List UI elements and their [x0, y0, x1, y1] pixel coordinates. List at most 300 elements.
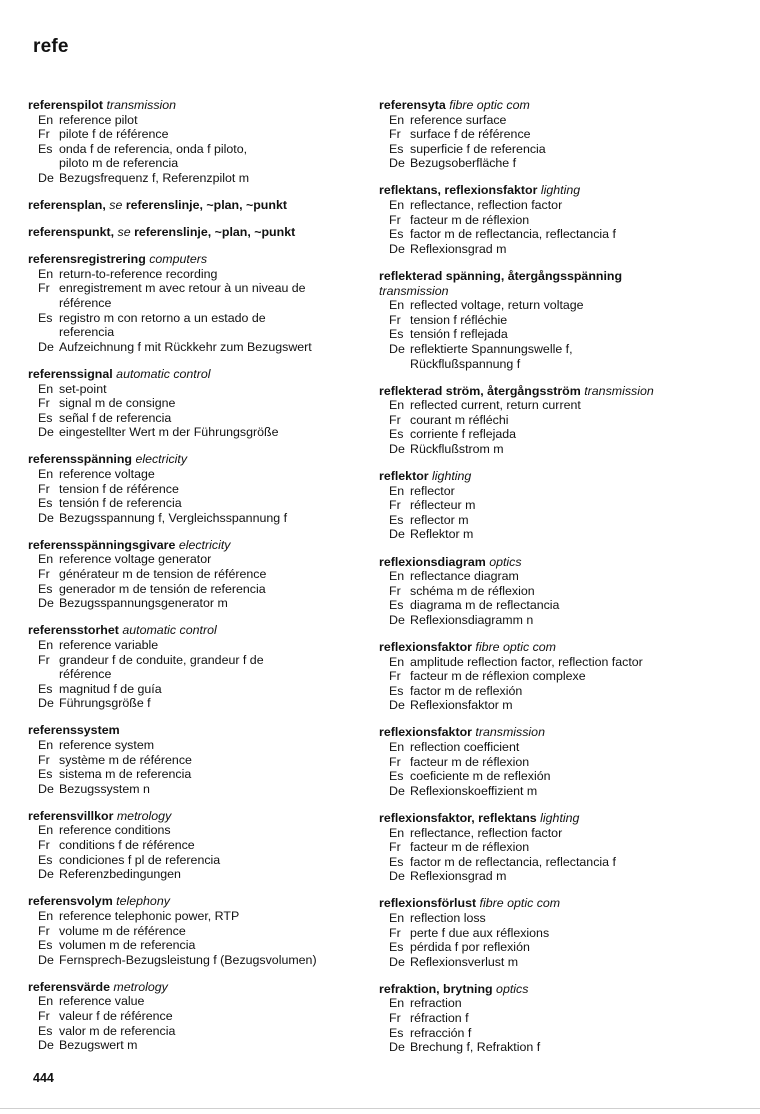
translation-text: reference conditions — [59, 823, 171, 838]
language-code: Es — [389, 427, 404, 442]
language-code: En — [389, 569, 405, 584]
translation-text: refraction — [410, 996, 462, 1011]
translation-text: Bezugsspannung f, Vergleichsspannung f — [59, 510, 288, 525]
subject-field: transmission — [106, 98, 177, 112]
dictionary-entry — [28, 809, 368, 882]
translation-line — [28, 296, 368, 311]
language-code: Fr — [389, 840, 401, 855]
translation-text: corriente f reflejada — [410, 427, 517, 442]
language-code: De — [38, 510, 54, 525]
dictionary-entry — [28, 894, 368, 967]
translation-text: reflectance, reflection factor — [410, 825, 563, 840]
language-code: En — [38, 637, 54, 652]
translation-line — [379, 213, 729, 228]
dictionary-entry — [28, 252, 368, 354]
translation-line — [28, 953, 368, 968]
language-code: En — [38, 737, 54, 752]
language-code — [38, 296, 59, 311]
translation-text: Bezugsfrequenz f, Referenzpilot m — [59, 170, 250, 185]
language-code: Es — [389, 141, 404, 156]
language-code: Es — [38, 767, 53, 782]
translation-line — [28, 753, 368, 768]
translation-line — [28, 994, 368, 1009]
translation-line — [379, 1011, 729, 1026]
language-code: De — [389, 869, 405, 884]
language-code: De — [389, 527, 405, 542]
entry-headword-line — [28, 894, 368, 909]
translation-line — [28, 482, 368, 497]
subject-field: fibre optic com — [479, 896, 561, 911]
translation-line — [28, 171, 368, 186]
language-code: Es — [389, 854, 404, 869]
translation-line — [379, 1040, 729, 1055]
translation-text: generador m de tensión de referencia — [59, 581, 266, 596]
translation-text: eingestellter Wert m der Führungsgröße — [59, 425, 279, 440]
headword: reflektor — [379, 469, 429, 484]
language-code: En — [38, 552, 54, 567]
translation-line — [28, 267, 368, 282]
language-code: Es — [389, 598, 404, 613]
translation-text: valeur f de référence — [59, 1008, 173, 1023]
language-code: Es — [389, 227, 404, 242]
language-code: Fr — [38, 567, 50, 582]
dictionary-entry — [379, 896, 729, 969]
entry-headword-line — [379, 725, 729, 740]
translation-line — [379, 926, 729, 941]
entry-headword-line — [379, 811, 729, 826]
language-code: De — [38, 596, 54, 611]
dictionary-entry — [28, 452, 368, 525]
translation-line — [28, 596, 368, 611]
language-code: De — [389, 698, 405, 713]
translation-text: pérdida f por reflexión — [410, 940, 530, 955]
language-code: Fr — [38, 396, 50, 411]
see-reference: se — [109, 198, 123, 213]
entry-headword-line — [379, 555, 729, 570]
translation-line — [379, 869, 729, 884]
translation-text: reference voltage generator — [59, 552, 212, 567]
headword: referensplan, — [28, 198, 106, 213]
translation-text: Brechung f, Refraktion f — [410, 1040, 541, 1055]
translation-line — [379, 498, 729, 513]
headword: refraktion, brytning — [379, 981, 493, 996]
language-code: Fr — [389, 127, 401, 142]
translation-text: return-to-reference recording — [59, 266, 218, 281]
language-code: Fr — [38, 281, 50, 296]
translation-line — [28, 1038, 368, 1053]
dictionary-entry — [28, 198, 368, 213]
translation-text: reflectance diagram — [410, 569, 519, 584]
translation-text: registro m con retorno a un estado de — [59, 310, 266, 325]
translation-text: Bezugssystem n — [59, 781, 150, 796]
language-code: En — [389, 112, 405, 127]
translation-text: signal m de consigne — [59, 396, 176, 411]
headword: reflexionsförlust — [379, 896, 477, 911]
translation-text: Aufzeichnung f mit Rückkehr zum Bezugswert — [59, 339, 312, 354]
language-code: En — [389, 825, 405, 840]
language-code: En — [38, 112, 54, 127]
translation-text: reference pilot — [59, 112, 138, 127]
translation-text: sistema m de referencia — [59, 767, 192, 782]
translation-text: tensión f de referencia — [59, 496, 182, 511]
translation-line — [379, 769, 729, 784]
language-code: Fr — [38, 652, 50, 667]
translation-line — [28, 311, 368, 326]
translation-text: coeficiente m de reflexión — [410, 769, 551, 784]
language-code: De — [38, 425, 54, 440]
language-code: En — [38, 266, 54, 281]
translation-text: reference voltage — [59, 466, 155, 481]
language-code: De — [389, 1040, 405, 1055]
language-code: Fr — [38, 127, 50, 142]
subject-field: automatic control — [122, 623, 217, 638]
translation-line — [28, 1009, 368, 1024]
translation-text: set-point — [59, 381, 107, 396]
language-code — [38, 325, 59, 340]
translation-text: volume m de référence — [59, 923, 186, 938]
language-code: De — [389, 341, 405, 356]
entry-headword-line — [379, 469, 729, 484]
headword: reflexionsfaktor, reflektans — [379, 810, 537, 825]
translation-text: tension f réfléchie — [410, 312, 508, 327]
translation-text: référence — [59, 296, 112, 311]
language-code: De — [389, 156, 405, 171]
headword: referensyta — [379, 98, 446, 112]
translation-line — [28, 467, 368, 482]
translation-line — [28, 867, 368, 882]
language-code: Es — [38, 681, 53, 696]
translation-line — [28, 340, 368, 355]
language-code: Fr — [389, 412, 401, 427]
translation-text: Bezugsspannungsgenerator m — [59, 596, 228, 611]
language-code: En — [389, 740, 405, 755]
dictionary-entry — [28, 980, 368, 1053]
translation-line — [28, 823, 368, 838]
entry-headword-line — [379, 896, 729, 911]
subject-field: metrology — [113, 979, 168, 994]
translation-line — [379, 755, 729, 770]
translation-text: amplitude reflection factor, reflection factor — [410, 654, 643, 669]
translation-line — [379, 826, 729, 841]
entry-headword-line — [28, 623, 368, 638]
translation-text: volumen m de referencia — [59, 938, 196, 953]
language-code: Es — [38, 310, 53, 325]
language-code: Es — [389, 940, 404, 955]
dictionary-entry — [379, 811, 729, 884]
headword: referensstorhet — [28, 623, 119, 638]
translation-line — [379, 227, 729, 242]
subject-field: transmission — [475, 725, 545, 740]
translation-text: Führungsgröße f — [59, 696, 151, 711]
translation-line — [379, 784, 729, 799]
translation-text: système m de référence — [59, 752, 192, 767]
translation-line — [379, 996, 729, 1011]
translation-text: referencia — [59, 325, 115, 340]
translation-text: schéma m de réflexion — [410, 583, 535, 598]
translation-text: reflected voltage, return voltage — [410, 298, 584, 313]
translation-text: réfraction f — [410, 1011, 469, 1026]
translation-line — [379, 357, 729, 372]
subject-field: computers — [149, 252, 208, 267]
translation-line — [28, 782, 368, 797]
translation-line — [28, 127, 368, 142]
translation-text: Rückflußstrom m — [410, 441, 504, 456]
language-code: En — [38, 994, 54, 1009]
subject-field: transmission — [584, 383, 654, 398]
language-code: En — [389, 996, 405, 1011]
entry-headword-line — [379, 640, 729, 655]
language-code: Es — [38, 496, 53, 511]
language-code: De — [389, 954, 405, 969]
language-code — [389, 357, 410, 372]
language-code: De — [38, 867, 54, 882]
language-code: Fr — [389, 1011, 401, 1026]
language-code: De — [38, 339, 54, 354]
headword: reflektans, reflexionsfaktor — [379, 183, 538, 198]
language-code: En — [389, 198, 405, 213]
translation-line — [379, 156, 729, 171]
language-code: Es — [38, 581, 53, 596]
entry-headword-line — [379, 183, 729, 198]
language-code: De — [38, 696, 54, 711]
headword: reflexionsfaktor — [379, 640, 472, 654]
translation-text: reflected current, return current — [410, 398, 581, 413]
translation-line — [379, 242, 729, 257]
translation-line — [28, 838, 368, 853]
translation-line — [379, 527, 729, 542]
translation-text: reflectance, reflection factor — [410, 198, 563, 213]
language-code: En — [38, 908, 54, 923]
language-code: De — [38, 781, 54, 796]
translation-line — [28, 682, 368, 697]
language-code: Es — [38, 1023, 53, 1038]
translation-line — [28, 767, 368, 782]
dictionary-entry — [28, 367, 368, 440]
translation-line — [28, 281, 368, 296]
entry-headword-line — [379, 98, 729, 113]
translation-text: reflection loss — [410, 911, 486, 925]
entry-headword-line — [28, 809, 368, 824]
dictionary-entry — [28, 538, 368, 611]
translation-line — [379, 584, 729, 599]
language-code: Es — [389, 683, 404, 698]
translation-text: Bezugsoberfläche f — [410, 156, 517, 171]
language-code: Fr — [389, 498, 401, 513]
translation-text: Rückflußspannung f — [410, 356, 521, 371]
translation-text: pilote f de référence — [59, 127, 169, 142]
translation-text: valor m de referencia — [59, 1023, 176, 1038]
dictionary-entry — [379, 725, 729, 798]
translation-line — [379, 840, 729, 855]
translation-text: générateur m de tension de référence — [59, 567, 267, 582]
translation-text: reference telephonic power, RTP — [59, 908, 240, 923]
translation-text: reflector — [410, 483, 455, 498]
translation-line — [379, 655, 729, 670]
translation-line — [379, 313, 729, 328]
language-code: En — [38, 381, 54, 396]
dictionary-entry — [379, 269, 729, 371]
dictionary-entry — [379, 98, 729, 171]
language-code: En — [389, 483, 405, 498]
translation-text: facteur m de réflexion — [410, 754, 530, 769]
entry-headword-line — [28, 198, 368, 213]
translation-text: Referenzbedingungen — [59, 867, 181, 882]
subject-field: fibre optic com — [475, 640, 556, 654]
dictionary-entry — [28, 723, 368, 796]
translation-line — [379, 484, 729, 499]
headword: referenspunkt, — [28, 225, 115, 240]
dictionary-entry — [379, 555, 729, 628]
translation-text: surface f de référence — [410, 127, 531, 142]
translation-text: reference system — [59, 737, 155, 752]
headword: reflekterad ström, återgångsström — [379, 383, 581, 398]
entry-headword-line — [28, 980, 368, 995]
language-code: Es — [38, 141, 53, 156]
subject-field: telephony — [116, 894, 170, 909]
entry-headword-line — [28, 452, 368, 467]
translation-line — [379, 327, 729, 342]
translation-line — [28, 653, 368, 668]
translation-text: grandeur f de conduite, grandeur f de — [59, 652, 264, 667]
translation-text: conditions f de référence — [59, 838, 195, 853]
translation-text: magnitud f de guía — [59, 681, 162, 696]
translation-text: Reflexionsgrad m — [410, 869, 507, 884]
language-code: Fr — [389, 669, 401, 684]
translation-text: factor m de reflectancia, reflectancia f — [410, 854, 616, 869]
dictionary-entry — [28, 623, 368, 711]
translation-line — [379, 413, 729, 428]
subject-field: fibre optic com — [449, 98, 530, 112]
translation-line — [379, 955, 729, 970]
translation-text: Reflexionsdiagramm n — [410, 612, 534, 627]
translation-text: reflektierte Spannungswelle f, — [410, 341, 573, 356]
translation-line — [28, 667, 368, 682]
dictionary-entry — [379, 469, 729, 542]
headword: referensregistrering — [28, 252, 146, 267]
translation-line — [379, 113, 729, 128]
translation-text: facteur m de réflexion complexe — [410, 669, 586, 684]
language-code: En — [389, 911, 405, 925]
translation-line — [28, 582, 368, 597]
subject-field: lighting — [540, 810, 580, 825]
language-code: En — [38, 823, 54, 838]
translation-line — [379, 427, 729, 442]
translation-line — [379, 142, 729, 157]
language-code: De — [38, 952, 54, 967]
subject-field: electricity — [135, 452, 188, 467]
translation-text: reference surface — [410, 112, 507, 127]
left-column — [28, 98, 368, 1065]
language-code: En — [38, 466, 54, 481]
language-code — [38, 667, 59, 682]
translation-line — [28, 853, 368, 868]
language-code: En — [389, 654, 405, 669]
translation-line — [379, 1026, 729, 1041]
headword: referensspänning — [28, 452, 132, 467]
language-code: De — [389, 241, 405, 256]
translation-text: courant m réfléchi — [410, 412, 509, 427]
headword: referenssignal — [28, 366, 113, 381]
translation-text: tensión f reflejada — [410, 327, 508, 342]
dictionary-entry — [379, 982, 729, 1055]
entry-headword-line — [379, 384, 729, 399]
language-code: Fr — [389, 925, 401, 940]
translation-line — [379, 740, 729, 755]
translation-text: reflector m — [410, 512, 469, 527]
translation-text: facteur m de réflexion — [410, 212, 530, 227]
translation-text: reflection coefficient — [410, 740, 520, 755]
language-code: Fr — [389, 583, 401, 598]
translation-line — [379, 298, 729, 313]
translation-line — [28, 696, 368, 711]
headword: referensvärde — [28, 979, 110, 994]
language-code: De — [38, 1038, 54, 1053]
translation-line — [379, 598, 729, 613]
dictionary-entry — [28, 98, 368, 186]
language-code: Fr — [389, 754, 401, 769]
translation-line — [28, 924, 368, 939]
translation-line — [28, 552, 368, 567]
subject-field: transmission — [379, 283, 449, 298]
translation-line — [28, 382, 368, 397]
translation-line — [379, 398, 729, 413]
translation-text: perte f due aux réflexions — [410, 925, 550, 940]
translation-text: piloto m de referencia — [59, 156, 179, 171]
language-code: De — [38, 170, 54, 185]
entry-headword-line — [28, 367, 368, 382]
translation-line — [379, 569, 729, 584]
translation-text: condiciones f pl de referencia — [59, 852, 221, 867]
translation-text: reference variable — [59, 637, 159, 652]
translation-line — [28, 1024, 368, 1039]
translation-line — [28, 567, 368, 582]
entry-headword-line — [28, 98, 368, 113]
translation-line — [28, 909, 368, 924]
headword: referenspilot — [28, 98, 104, 112]
headword: reflexionsfaktor — [379, 725, 472, 740]
translation-text: facteur m de réflexion — [410, 840, 530, 855]
page-number: 444 — [33, 1071, 54, 1085]
language-code: Es — [389, 327, 404, 342]
translation-text: tension f de référence — [59, 481, 179, 496]
translation-text: onda f de referencia, onda f piloto, — [59, 141, 248, 156]
subject-field: optics — [489, 554, 522, 569]
entry-headword-line — [379, 982, 729, 997]
subject-field: lighting — [540, 183, 581, 198]
translation-line — [28, 738, 368, 753]
subject-field: automatic control — [116, 366, 211, 381]
see-target: referenslinje, ~plan, ~punkt — [125, 198, 287, 213]
dictionary-entry — [379, 384, 729, 457]
language-code: De — [389, 441, 405, 456]
language-code: De — [389, 612, 405, 627]
language-code: Es — [38, 852, 53, 867]
dictionary-entry — [28, 225, 368, 240]
subject-field: metrology — [116, 808, 172, 823]
translation-text: Reflexionsfaktor m — [410, 698, 513, 713]
bottom-rule — [0, 1108, 760, 1109]
language-code: Es — [389, 512, 404, 527]
translation-line — [379, 613, 729, 628]
translation-line — [28, 142, 368, 157]
translation-line — [379, 513, 729, 528]
translation-text: Reflexionskoeffizient m — [410, 783, 538, 798]
language-code: Fr — [38, 838, 50, 853]
language-code: Es — [389, 769, 404, 784]
translation-text: réflecteur m — [410, 498, 476, 513]
translation-text: référence — [59, 667, 112, 682]
translation-line — [379, 855, 729, 870]
